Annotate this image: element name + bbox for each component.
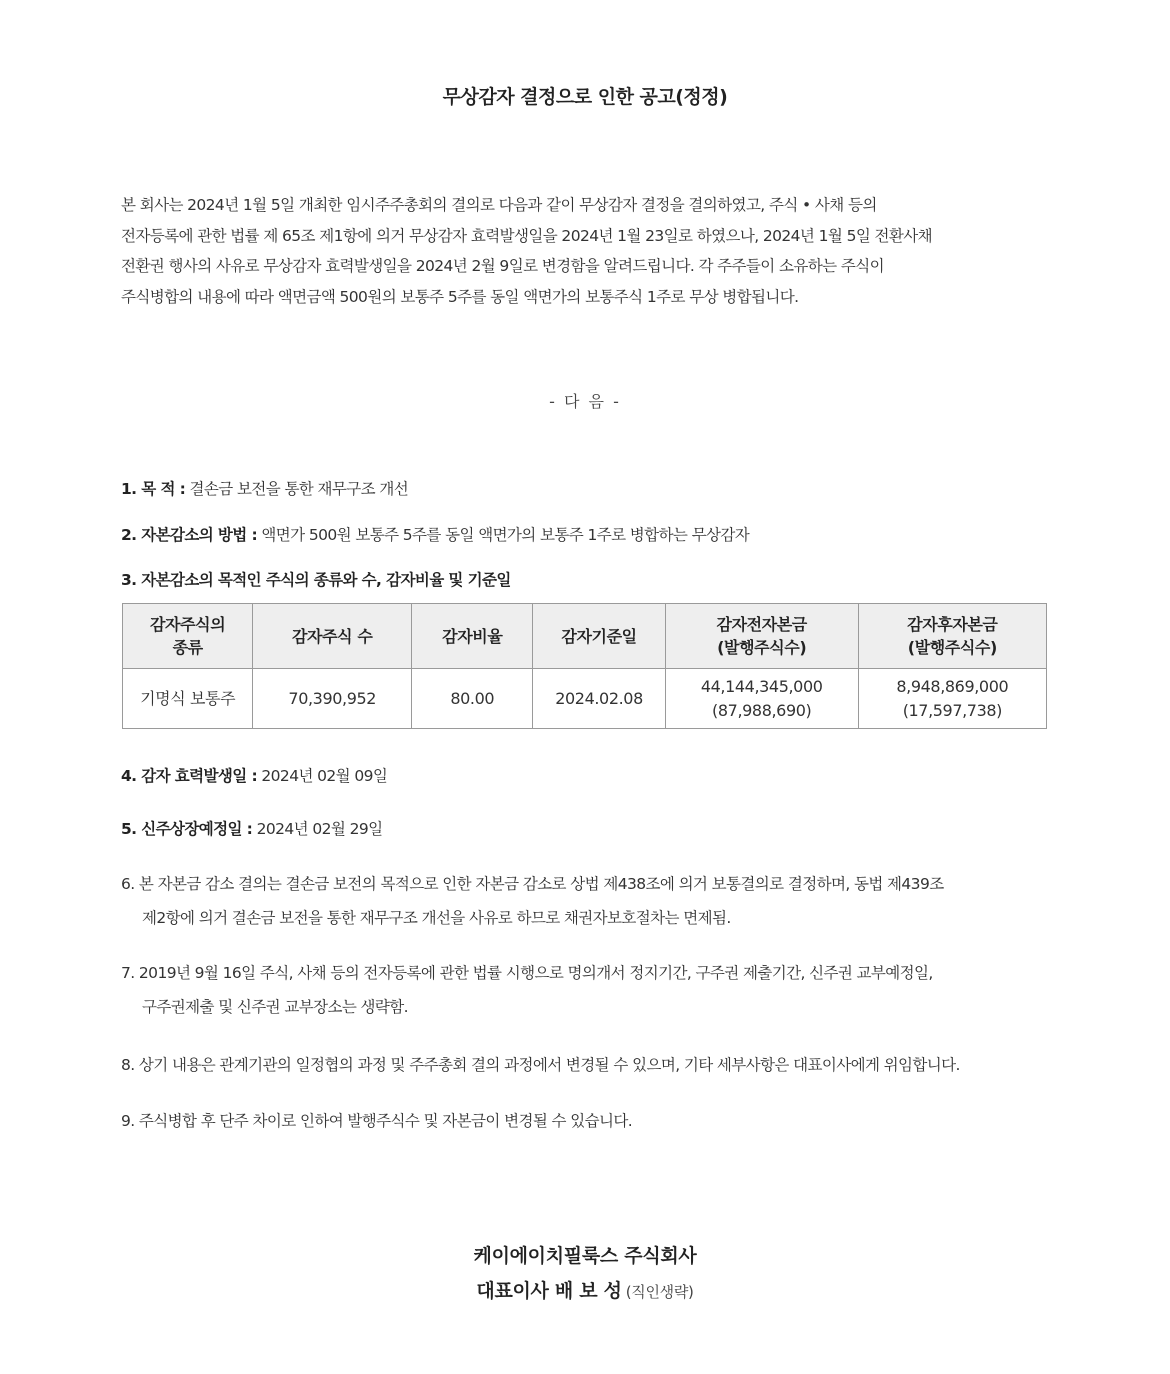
table-header-cell: 감자전자본금 (발행주식수) [665, 604, 858, 669]
table-cell-base-date: 2024.02.08 [533, 669, 665, 729]
item-effective-date-value: 2024년 02월 09일 [257, 767, 388, 785]
table-cell-before-capital: 44,144,345,000 (87,988,690) [665, 669, 858, 729]
item-purpose-label: 1. 목 적 : [121, 480, 186, 498]
item-line: 구주권제출 및 신주권 교부장소는 생략함. [142, 998, 408, 1016]
item-reduction-details-label: 3. 자본감소의 목적인 주식의 종류와 수, 감자비율 및 기준일 [121, 571, 511, 589]
item-listing-date-value: 2024년 02월 29일 [252, 820, 383, 838]
item-reduction-method-label: 2. 자본감소의 방법 : [121, 526, 258, 544]
item-reduction-method [121, 523, 749, 545]
item-delegation: 8. 상기 내용은 관계기관의 일정협의 과정 및 주주총회 결의 과정에서 변경될 수 있으며, 기타 세부사항은 대표이사에게 위임합니다. [121, 1056, 960, 1074]
intro-line: 전자등록에 관한 법률 제 65조 제1항에 의거 무상감자 효력발생일을 2024년 1월 23일로 하였으나, 2024년 1월 5일 전환사채 [121, 226, 933, 245]
capital-reduction-table [122, 603, 1047, 729]
ceo-name: 대표이사 배 보 성 [476, 1280, 622, 1302]
section-divider-heading: - 다 음 - [549, 392, 621, 411]
item-listing-date [121, 817, 382, 839]
intro-line: 본 회사는 2024년 1월 5일 개최한 임시주주총회의 결의로 다음과 같이 무상감자 결정을 결의하였고, 주식 • 사채 등의 [121, 196, 877, 214]
table-cell-after-capital: 8,948,869,000 (17,597,738) [858, 669, 1046, 729]
item-purpose-value: 결손금 보전을 통한 재무구조 개선 [185, 480, 409, 498]
item-fractional-shares: 9. 주식병합 후 단주 차이로 인하여 발행주식수 및 자본금이 변경될 수 있습니다. [121, 1112, 633, 1130]
table-cell-ratio: 80.00 [412, 669, 533, 729]
intro-line: 주식병합의 내용에 따라 액면금액 500원의 보통주 5주를 동일 액면가의 보통주식 1주로 무상 병합됩니다. [121, 287, 799, 306]
item-electronic-registration [121, 956, 933, 1024]
table-header-cell: 감자주식 수 [253, 604, 412, 669]
table-header-cell: 감자주식의 종류 [123, 604, 253, 669]
company-name: 케이에이치필룩스 주식회사 [473, 1245, 697, 1267]
item-purpose [121, 477, 408, 499]
table-header-row [123, 604, 1047, 669]
item-line: 제2항에 의거 결손금 보전을 통한 재무구조 개선을 사유로 하므로 채권자보호절차는 면제됨. [142, 909, 731, 927]
table-header-cell: 감자기준일 [533, 604, 665, 669]
item-reduction-details [121, 568, 511, 590]
item-creditor-protection [121, 867, 944, 935]
table-header-cell: 감자후자본금 (발행주식수) [858, 604, 1046, 669]
ceo-signature [0, 1276, 1170, 1303]
table-cell-share-type: 기명식 보통주 [123, 669, 253, 729]
intro-line: 전환권 행사의 사유로 무상감자 효력발생일을 2024년 2월 9일로 변경함을 알려드립니다. 각 주주들이 소유하는 주식이 [121, 257, 884, 275]
item-effective-date-label: 4. 감자 효력발생일 : [121, 767, 258, 785]
notice-title: 무상감자 결정으로 인한 공고(정정) [442, 86, 728, 108]
item-reduction-method-value: 액면가 500원 보통주 5주를 동일 액면가의 보통주 1주로 병합하는 무상감자 [257, 526, 750, 544]
table-cell-share-count: 70,390,952 [253, 669, 412, 729]
table-row [123, 669, 1047, 729]
seal-note: (직인생략) [625, 1283, 694, 1301]
item-line: 6. 본 자본금 감소 결의는 결손금 보전의 목적으로 인한 자본금 감소로 상법 제438조에 의거 보통결의로 결정하며, 동법 제439조 [121, 875, 944, 893]
item-effective-date [121, 764, 387, 786]
item-line: 7. 2019년 9월 16일 주식, 사채 등의 전자등록에 관한 법률 시행으로 명의개서 정지기간, 구주권 제출기간, 신주권 교부예정일, [121, 964, 933, 982]
table-header-cell: 감자비율 [412, 604, 533, 669]
item-listing-date-label: 5. 신주상장예정일 : [121, 820, 253, 838]
intro-paragraph [121, 190, 1081, 312]
